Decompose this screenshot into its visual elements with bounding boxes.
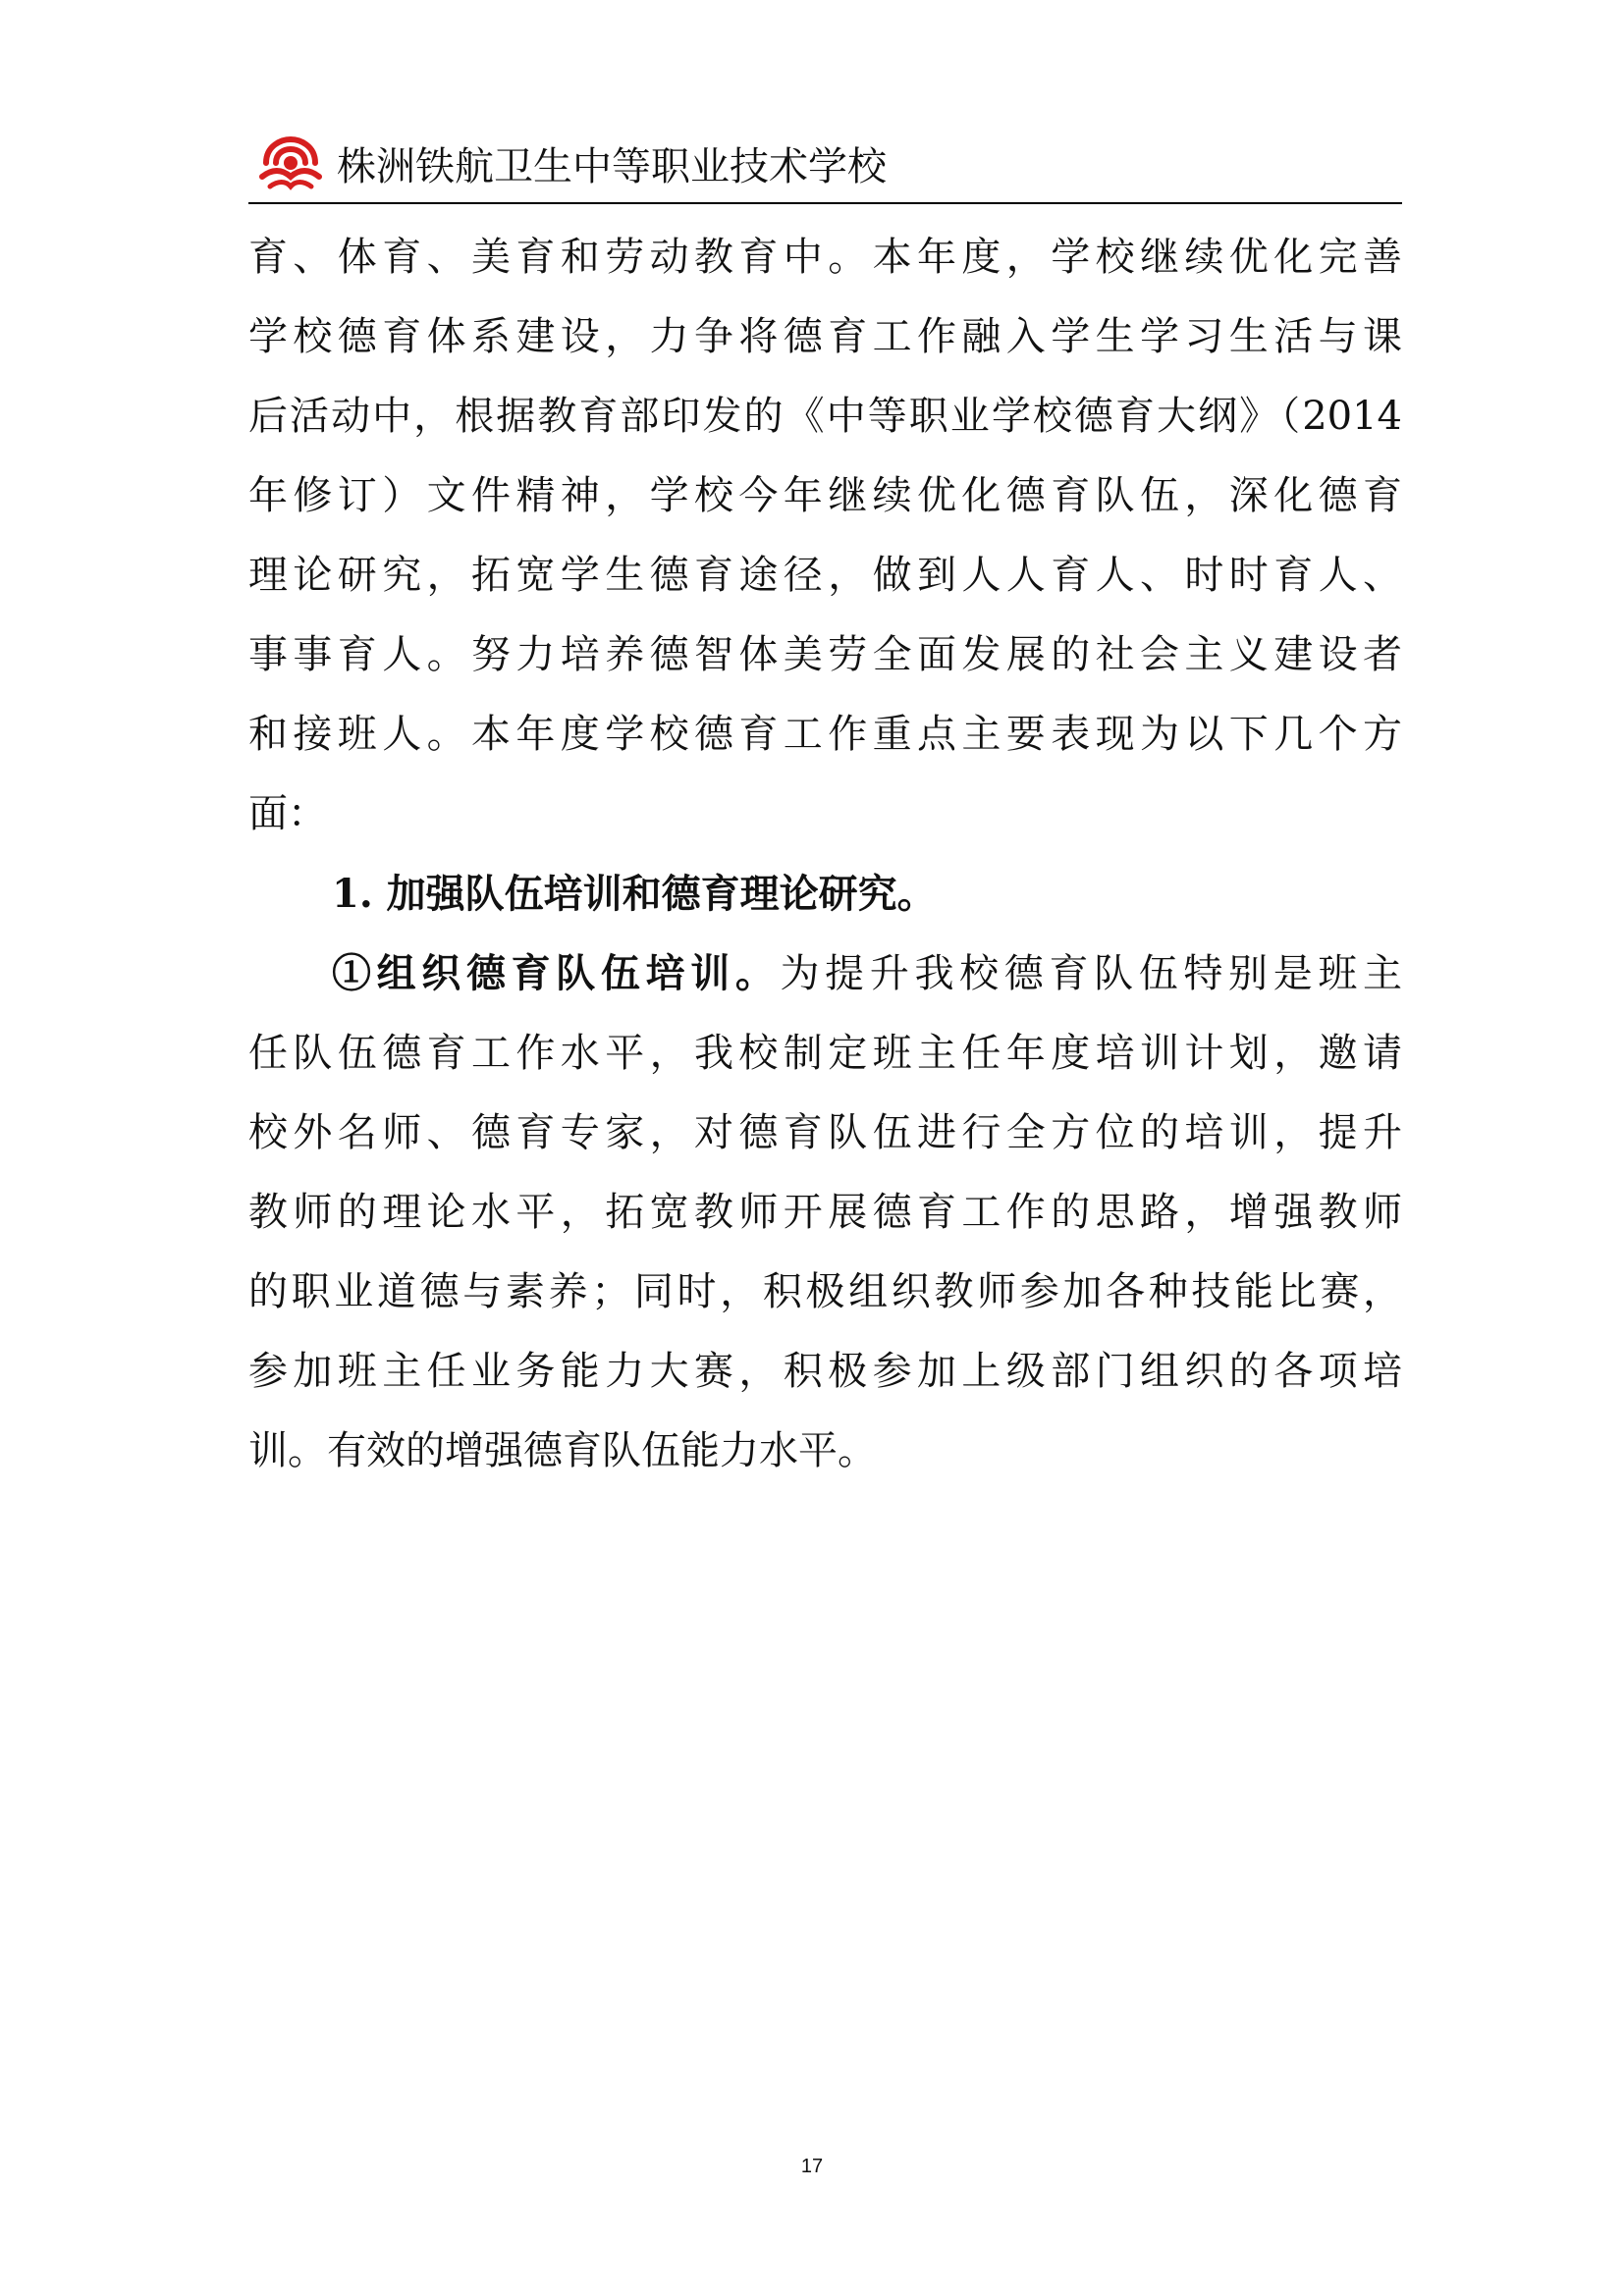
paragraph-lead: ①组织德育队伍培训。 — [332, 950, 781, 996]
school-emblem-icon — [258, 133, 323, 190]
paragraph-line: 训。有效的增强德育队伍能力水平。 — [248, 1428, 877, 1473]
paragraph-line: 校外名师、德育专家，对德育队伍进行全方位的培训，提升 — [248, 1110, 1402, 1155]
paragraph-line: 和接班人。本年度学校德育工作重点主要表现为以下几个方 — [248, 712, 1402, 757]
paragraph-line: 的职业道德与素养；同时，积极组织教师参加各种技能比赛， — [248, 1269, 1402, 1314]
paragraph-line: 面： — [248, 791, 327, 836]
paragraph-first-line-rest: 为提升我校德育队伍特别是班主 — [780, 951, 1403, 996]
page-number: 17 — [800, 2156, 824, 2177]
paragraph-line: 参加班主任业务能力大赛，积极参加上级部门组织的各项培 — [248, 1349, 1402, 1394]
document-body — [248, 218, 1402, 1491]
paragraph-line: 理论研究，拓宽学生德育途径，做到人人育人、时时育人、 — [248, 553, 1402, 598]
paragraph-line: 学校德育体系建设，力争将德育工作融入学生学习生活与课 — [248, 314, 1402, 359]
section-heading: 1. 加强队伍培训和德育理论研究。 — [332, 871, 937, 917]
paragraph-1 — [248, 218, 1402, 854]
paragraph-line: 育、体育、美育和劳动教育中。本年度，学校继续优化完善 — [248, 235, 1402, 280]
paragraph-first-line — [248, 934, 1402, 1014]
paragraph-line: 年修订）文件精神，学校今年继续优化德育队伍，深化德育 — [248, 473, 1402, 518]
paragraph-line: 教师的理论水平，拓宽教师开展德育工作的思路，增强教师 — [248, 1190, 1402, 1235]
paragraph-line: 任队伍德育工作水平，我校制定班主任年度培训计划，邀请 — [248, 1031, 1402, 1076]
header-divider — [248, 202, 1402, 204]
paragraph-2 — [248, 934, 1402, 1491]
page-header — [248, 126, 1402, 206]
paragraph-line: 事事育人。努力培养德智体美劳全面发展的社会主义建设者 — [248, 632, 1402, 677]
school-name: 株洲铁航卫生中等职业技术学校 — [337, 144, 887, 189]
paragraph-line: 后活动中，根据教育部印发的《中等职业学校德育大纲》（2014 — [248, 394, 1402, 439]
